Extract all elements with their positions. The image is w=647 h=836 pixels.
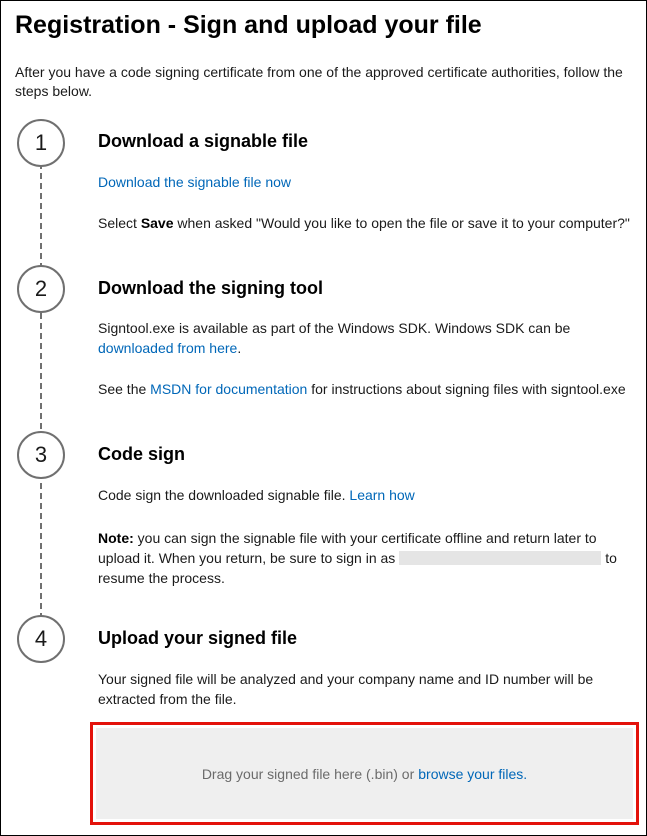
note-suffix: to resume the process.	[98, 550, 617, 586]
sdk-description: Signtool.exe is available as part of the Windows SDK. Windows SDK can be	[98, 320, 571, 336]
note-label: Note:	[98, 530, 134, 546]
msdn-documentation-link[interactable]: MSDN for documentation	[150, 381, 308, 397]
browse-files-link[interactable]: browse your files.	[418, 765, 528, 782]
doc-prefix: See the	[98, 381, 151, 397]
step-2-number: 2	[17, 265, 65, 313]
step-3-sign-text	[98, 485, 638, 505]
step-4-number: 4	[17, 615, 65, 663]
download-signable-file-link[interactable]: Download the signable file now	[98, 174, 292, 190]
step-2-doc-text	[98, 379, 638, 399]
sign-description: Code sign the downloaded signable file.	[98, 487, 350, 503]
step-4-title: Upload your signed file	[98, 628, 298, 648]
intro-text: After you have a code signing certificate from one of the approved certificate authorities, follow the steps below.	[15, 64, 623, 99]
note-text: you can sign the signable file with your certificate offline and return later to upload it. When you return, be sure to sign in as	[98, 530, 597, 566]
learn-how-link[interactable]: Learn how	[349, 487, 415, 503]
step-4-upload-text: Your signed file will be analyzed and your company name and ID number will be extracted from the file.	[98, 671, 594, 707]
dropzone-text: Drag your signed file here (.bin) or	[201, 765, 415, 782]
step-1-instruction-suffix: when asked "Would you like to open the file or save it to your computer?"	[173, 215, 630, 231]
page-title: Registration - Sign and upload your file	[15, 11, 482, 39]
step-connector-line	[40, 163, 42, 619]
save-keyword: Save	[140, 215, 174, 231]
doc-suffix: for instructions about signing files with signtool.exe	[307, 381, 626, 397]
step-3-title: Code sign	[98, 444, 186, 464]
step-2-sdk-text	[98, 318, 638, 358]
step-1-instruction-prefix: Select	[98, 215, 141, 231]
step-1-link-row	[98, 172, 638, 192]
step-1-instruction	[98, 213, 638, 233]
step-2-title: Download the signing tool	[98, 278, 323, 298]
sdk-download-link[interactable]: downloaded from here	[98, 340, 238, 356]
redacted-account	[399, 551, 601, 565]
step-3-note	[98, 528, 638, 588]
step-3-number: 3	[17, 431, 65, 479]
sdk-period: .	[237, 340, 242, 356]
step-1-title: Download a signable file	[98, 131, 309, 151]
file-dropzone[interactable]	[96, 728, 633, 819]
step-1-number: 1	[17, 119, 65, 167]
